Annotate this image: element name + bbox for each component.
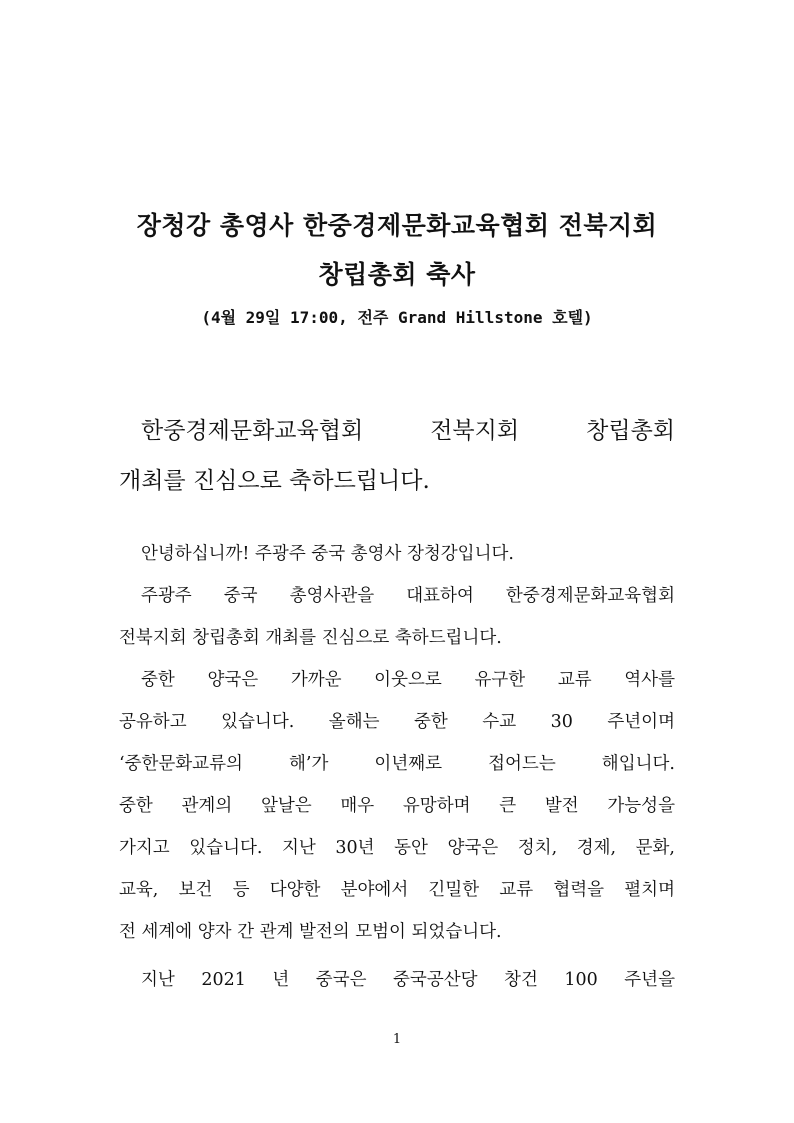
body-line-7: 중한 관계의 앞날은 매우 유망하며 큰 발전 가능성을 (119, 796, 675, 816)
body-line-11: 지난 2021 년 중국은 중국공산당 창건 100 주년을 (141, 970, 675, 990)
body-line-8: 가지고 있습니다. 지난 30년 동안 양국은 정치, 경제, 문화, (119, 838, 675, 858)
body-line-6: ‘중한문화교류의 해’가 이년째로 접어드는 해입니다. (119, 754, 675, 774)
body-line-2: 주광주 중국 총영사관을 대표하여 한중경제문화교육협회 (141, 586, 675, 606)
lead-line-1: 한중경제문화교육협회 전북지회 창립총회 (141, 418, 675, 444)
document-title-line2: 창립총회 축사 (318, 260, 476, 289)
document-title-line1: 장청강 총영사 한중경제문화교육협회 전북지회 (136, 211, 658, 240)
body-line-10: 전 세계에 양자 간 관계 발전의 모범이 되었습니다. (119, 922, 502, 942)
body-line-3: 전북지회 창립총회 개최를 진심으로 축하드립니다. (119, 628, 502, 648)
body-line-5: 공유하고 있습니다. 올해는 중한 수교 30 주년이며 (119, 712, 675, 732)
body-line-4: 중한 양국은 가까운 이웃으로 유구한 교류 역사를 (141, 670, 675, 690)
event-info: (4월 29일 17:00, 전주 Grand Hillstone 호텔) (201, 308, 593, 327)
body-line-9: 교육, 보건 등 다양한 분야에서 긴밀한 교류 협력을 펼치며 (119, 880, 675, 900)
body-line-1: 안녕하십니까! 주광주 중국 총영사 장청강입니다. (141, 544, 514, 564)
page-number: 1 (392, 1032, 402, 1047)
lead-line-2: 개최를 진심으로 축하드립니다. (119, 468, 430, 494)
